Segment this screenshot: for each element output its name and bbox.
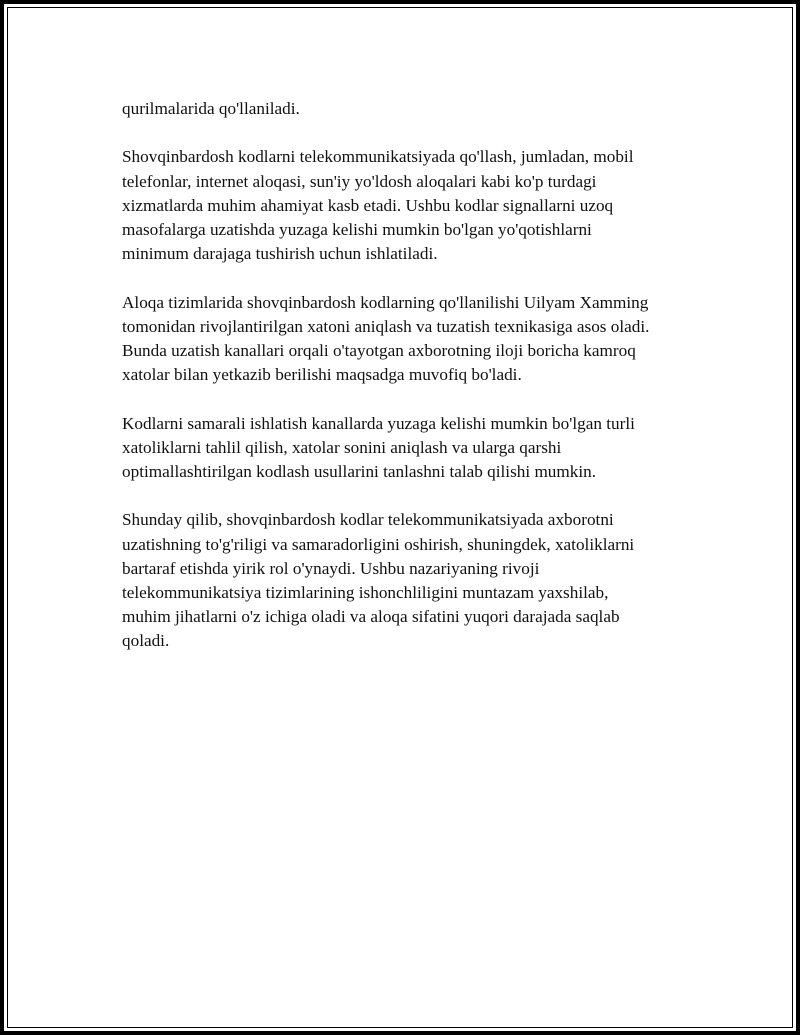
paragraph-line: xizmatlarda muhim ahamiyat kasb etadi. Ushbu kodlar signallarni uzoq: [122, 195, 614, 215]
paragraph-3: [122, 291, 702, 388]
paragraph-line: Shovqinbardosh kodlarni telekommunikatsiyada qo'llash, jumladan, mobil: [122, 147, 634, 167]
paragraph-line: telefonlar, internet aloqasi, sun'iy yo'ldosh aloqalari kabi ko'p turdagi: [122, 171, 597, 191]
paragraph-line: Kodlarni samarali ishlatish kanallarda yuzaga kelishi mumkin bo'lgan turli: [122, 413, 635, 433]
paragraph-line: masofalarga uzatishda yuzaga kelishi mumkin bo'lgan yo'qotishlarni: [122, 220, 592, 239]
paragraph-line: qurilmalarida qo'llaniladi.: [122, 99, 300, 118]
paragraph-line: minimum darajaga tushirish uchun ishlatiladi.: [122, 244, 438, 264]
paragraph-2: [122, 145, 702, 266]
paragraph-1: [122, 97, 702, 121]
paragraph-line: xatolar bilan yetkazib berilishi maqsadga muvofiq bo'ladi.: [122, 365, 522, 385]
paragraph-line: uzatishning to'g'riligi va samaradorligini oshirish, shuningdek, xatoliklarni: [122, 534, 635, 554]
paragraph-line: Shunday qilib, shovqinbardosh kodlar telekommunikatsiyada axborotni: [122, 510, 614, 530]
paragraph-line: muhim jihatlarni o'z ichiga oladi va aloqa sifatini yuqori darajada saqlab: [122, 607, 620, 627]
paragraph-5: [122, 508, 702, 653]
paragraph-line: xatoliklarni tahlil qilish, xatolar sonini aniqlash va ularga qarshi: [122, 437, 562, 457]
paragraph-line: qoladi.: [122, 631, 170, 651]
paragraph-4: [122, 412, 702, 485]
paragraph-line: bartaraf etishda yirik rol o'ynaydi. Ushbu nazariyaning rivoji: [122, 558, 540, 578]
paragraph-line: optimallashtirilgan kodlash usullarini tanlashni talab qilishi mumkin.: [122, 462, 597, 481]
paragraph-line: telekommunikatsiya tizimlarining ishonchliligini muntazam yaxshilab,: [122, 583, 609, 602]
paragraph-line: Aloqa tizimlarida shovqinbardosh kodlarning qo'llanilishi Uilyam Xamming: [122, 292, 649, 312]
paragraph-line: Bunda uzatish kanallari orqali o'tayotgan axborotning iloji boricha kamroq: [122, 341, 636, 360]
paragraph-line: tomonidan rivojlantirilgan xatoni aniqlash va tuzatish texnikasiga asos oladi.: [122, 316, 650, 336]
document-body: [122, 97, 702, 678]
